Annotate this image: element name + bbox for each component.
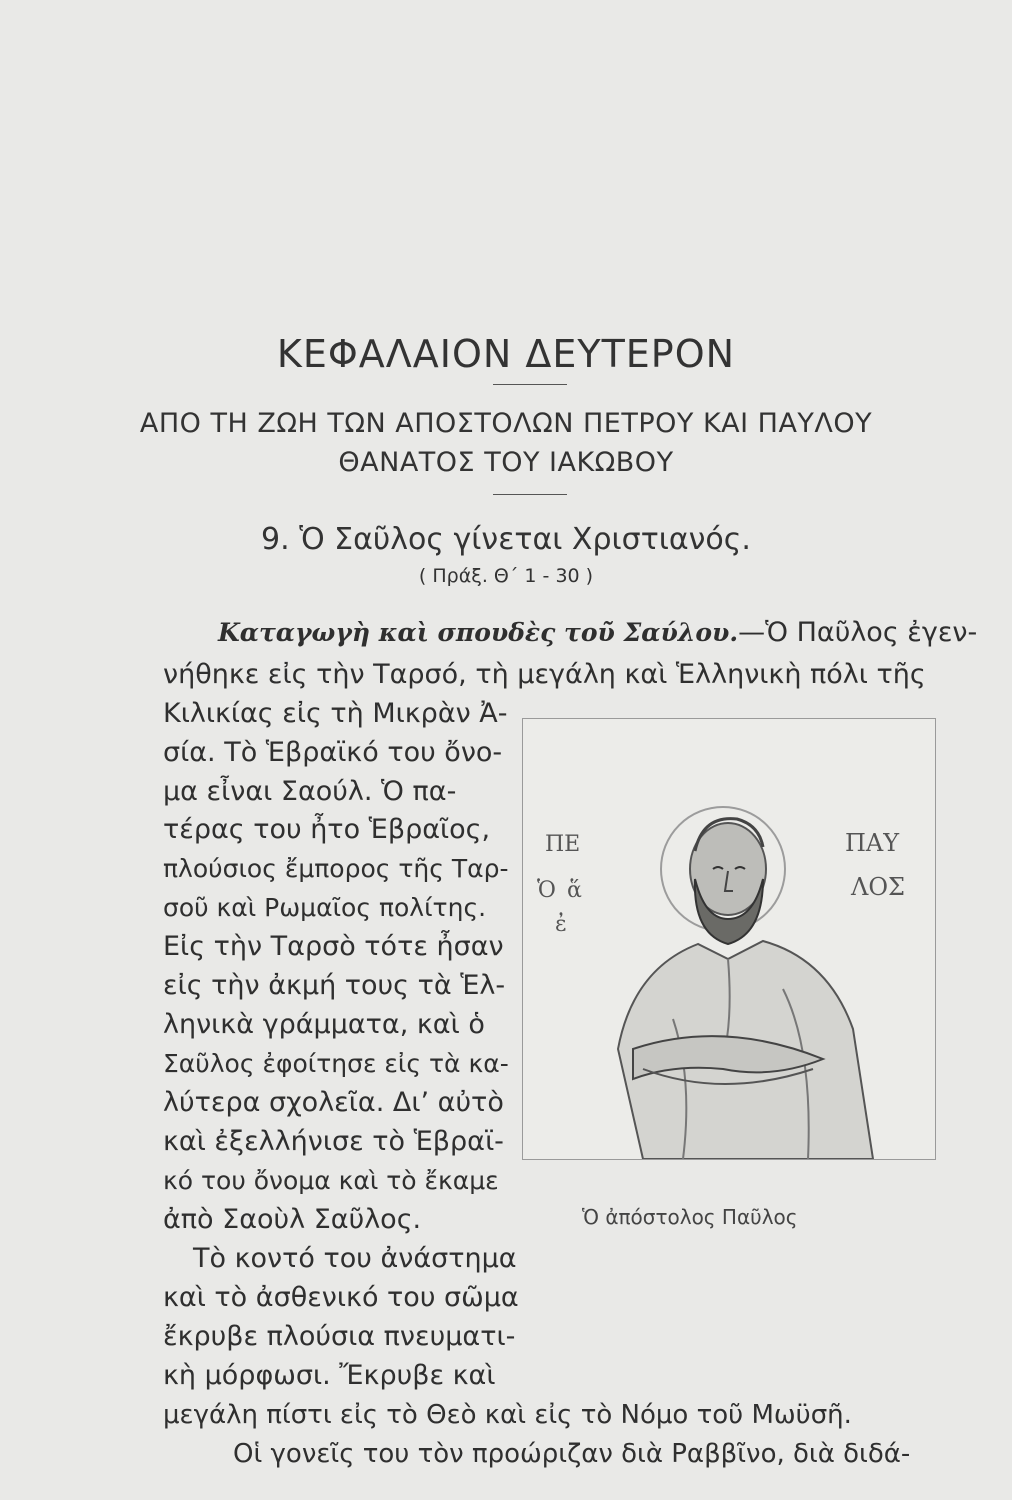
text-line-18: καὶ τὸ ἀσθενικό του σῶμα <box>163 1282 519 1313</box>
text-line-5: μα εἶναι Σαούλ. Ὁ πα- <box>163 776 457 807</box>
text-line-6: τέρας του ἦτο Ἑβραῖος, <box>163 814 491 845</box>
figure-caption: Ὁ ἀπόστολος Παῦλος <box>582 1205 798 1229</box>
left-inscription-1: Ὁ <box>537 878 556 903</box>
scripture-reference: ( Πράξ. Θ΄ 1 - 30 ) <box>418 565 594 587</box>
chapter-heading: ΚΕΦΑΛΑΙΟΝ ΔΕΥΤΕΡΟΝ <box>276 332 736 376</box>
left-inscription-2: ἅ <box>567 878 582 903</box>
text-line-4: σία. Τὸ Ἑβραϊκό του ὄνο- <box>163 737 503 768</box>
text-line-8: σοῦ καὶ Ρωμαῖος πολίτης. <box>163 893 487 922</box>
text-line-12: Σαῦλος ἐφοίτησε εἰς τὰ κα- <box>163 1049 509 1078</box>
text-line-21: μεγάλη πίστι εἰς τὸ Θεὸ καὶ εἰς τὸ Νόμο τοῦ Μωϋσῆ. <box>163 1400 852 1430</box>
text-line-15: κό του ὄνομα καὶ τὸ ἔκαμε <box>163 1166 499 1195</box>
divider-2 <box>493 494 567 495</box>
text-line-16: ἀπὸ Σαοὺλ Σαῦλος. <box>163 1204 422 1235</box>
text-line-1 <box>218 616 977 650</box>
text-line-10: εἰς τὴν ἀκμή τους τὰ Ἑλ- <box>163 970 506 1001</box>
text-line-1-rest: —Ὁ Παῦλος ἐγεν- <box>738 617 978 648</box>
right-inscription-1: ΠΑΥ <box>845 829 900 857</box>
text-line-17: Τὸ κοντό του ἀνάστημα <box>193 1243 517 1274</box>
apostle-portrait-drawing <box>523 719 935 1159</box>
text-line-2: νήθηκε εἰς τὴν Ταρσό, τὴ μεγάλη καὶ Ἑλληνικὴ πόλι τῆς <box>163 659 926 690</box>
divider-1 <box>493 384 567 385</box>
text-line-9: Εἰς τὴν Ταρσὸ τότε ἦσαν <box>163 931 504 962</box>
text-line-13: λύτερα σχολεῖα. Δι’ αὐτὸ <box>163 1087 504 1118</box>
text-line-3: Κιλικίας εἰς τὴ Μικρὰν Ἀ- <box>163 698 508 729</box>
text-line-22: Οἱ γονεῖς του τὸν προώριζαν διὰ Ραββῖνο, διὰ διδά- <box>233 1439 911 1469</box>
text-line-20: κὴ μόρφωσι. Ἔκρυβε καὶ <box>163 1360 496 1391</box>
apostle-paul-illustration <box>522 718 936 1160</box>
section-title: 9. Ὁ Σαῦλος γίνεται Χριστιανός. <box>261 522 751 557</box>
text-line-7: πλούσιος ἔμπορος τῆς Ταρ- <box>163 854 509 883</box>
left-inscription-3: ἐ <box>555 912 567 937</box>
text-line-14: καὶ ἐξελλήνισε τὸ Ἑβραϊ- <box>163 1126 504 1157</box>
chapter-subtitle-line1: ΑΠΟ ΤΗ ΖΩΗ ΤΩΝ ΑΠΟΣΤΟΛΩΝ ΠΕΤΡΟΥ ΚΑΙ ΠΑΥΛΟΥ <box>139 408 873 439</box>
text-line-19: ἔκρυβε πλούσια πνευματι- <box>163 1321 516 1352</box>
left-inscription-top: ΠΕ <box>545 832 581 857</box>
right-inscription-2: ΛΟΣ <box>851 873 905 901</box>
text-line-11: ληνικὰ γράμματα, καὶ ὁ <box>163 1009 485 1040</box>
lead-heading: Καταγωγὴ καὶ σπουδὲς τοῦ Σαύλου. <box>218 618 739 647</box>
chapter-subtitle-line2: ΘΑΝΑΤΟΣ ΤΟΥ ΙΑΚΩΒΟΥ <box>338 447 674 478</box>
